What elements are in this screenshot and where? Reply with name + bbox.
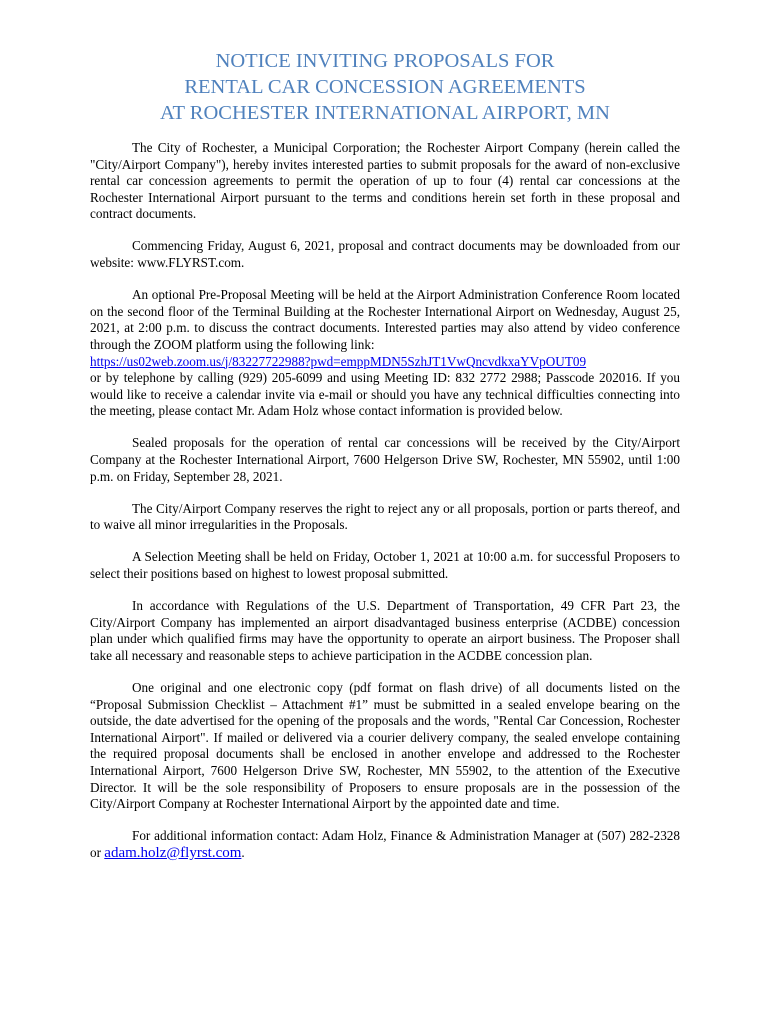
contact-paragraph bbox=[90, 828, 680, 861]
intro-paragraph: The City of Rochester, a Municipal Corporation; the Rochester Airport Company (herein called the "City/Airport Company"), hereby invites interested parties to submit proposals for the award of non-exclusive rental car concession agreements to permit the operation of up to four (4) rental car concessions at the Rochester International Airport pursuant to the terms and conditions herein set forth in these proposal and contract documents. bbox=[90, 140, 680, 222]
meeting-phone-text: or by telephone by calling (929) 205-6099 and using Meeting ID: 832 2772 2988; Passcode 202016. If you would like to receive a calendar invite via e-mail or should you have any technical difficulties connecting into the meeting, please contact Mr. Adam Holz whose contact information is provided below. bbox=[90, 370, 680, 419]
contact-text: For additional information contact: Adam Holz, Finance & Administration Manager at (507) 282-2328 or bbox=[90, 828, 680, 860]
title-line-1: NOTICE INVITING PROPOSALS FOR bbox=[215, 50, 555, 72]
pre-proposal-meeting-paragraph bbox=[90, 287, 680, 420]
title-line-3: AT ROCHESTER INTERNATIONAL AIRPORT, MN bbox=[160, 102, 610, 124]
contact-end: . bbox=[241, 844, 245, 860]
sealed-proposals-paragraph: Sealed proposals for the operation of rental car concessions will be received by the City/Airport Company at the Rochester International Airport, 7600 Helgerson Drive SW, Rochester, MN 55902, until 1:00 p.m. on Friday, September 28, 2021. bbox=[90, 435, 680, 484]
title-line-2: RENTAL CAR CONCESSION AGREEMENTS bbox=[184, 76, 586, 98]
regulations-paragraph: In accordance with Regulations of the U.S. Department of Transportation, 49 CFR Part 23, the City/Airport Company has implemented an airport disadvantaged business enterprise (ACDBE) concession plan under which qualified firms may have the opportunity to operate an airport business. The Proposer shall take all necessary and reasonable steps to achieve participation in the ACDBE concession plan. bbox=[90, 598, 680, 663]
reserves-right-paragraph: The City/Airport Company reserves the right to reject any or all proposals, portion or parts thereof, and to waive all minor irregularities in the Proposals. bbox=[90, 500, 680, 533]
selection-meeting-paragraph: A Selection Meeting shall be held on Friday, October 1, 2021 at 10:00 a.m. for successful Proposers to select their positions based on highest to lowest proposal submitted. bbox=[90, 549, 680, 581]
meeting-text: An optional Pre-Proposal Meeting will be held at the Airport Administration Conference Room located on the second floor of the Terminal Building at the Rochester International Airport on Wednesday, August 25, 2021, at 2:00 p.m. to discuss the contract documents. Interested parties may also attend by video conference through the ZOOM platform using the following link: bbox=[90, 287, 680, 352]
document-page bbox=[90, 48, 680, 877]
zoom-link[interactable]: https://us02web.zoom.us/j/83227722988?pwd=emppMDN5SzhJT1VwQncvdkxaYVpOUT09 bbox=[90, 353, 587, 369]
download-paragraph: Commencing Friday, August 6, 2021, proposal and contract documents may be downloaded from our website: www.FLYRST.com. bbox=[90, 238, 680, 271]
page-title bbox=[90, 48, 680, 126]
contact-email-link[interactable]: adam.holz@flyrst.com bbox=[104, 844, 242, 861]
submission-copies-paragraph: One original and one electronic copy (pdf format on flash drive) of all documents listed on the “Proposal Submission Checklist – Attachment #1” must be submitted in a sealed envelope bearing on the outside, the date advertised for the opening of the proposals and the words, "Rental Car Concession, Rochester International Airport". If mailed or delivered via a courier delivery company, the sealed envelope containing the required proposal documents shall be enclosed in another envelope and addressed to the Rochester International Airport, 7600 Helgerson Drive SW, Rochester, MN 55902, to the attention of the Executive Director. It will be the sole responsibility of Proposers to ensure proposals are in the possession of the City/Airport Company at Rochester International Airport by the appointed date and time. bbox=[90, 679, 680, 812]
